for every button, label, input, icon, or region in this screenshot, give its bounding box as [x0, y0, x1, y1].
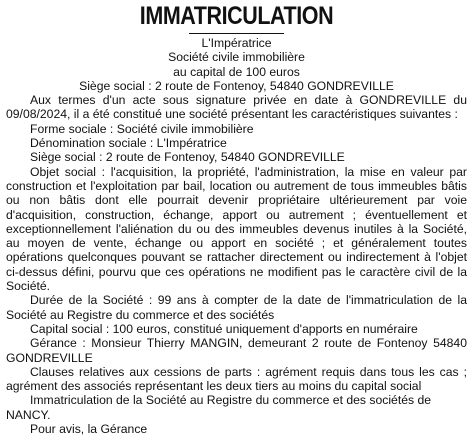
legal-notice — [6, 2, 467, 436]
paragraph-purpose: Objet social : l'acquisition, la propriété, l'administration, la mise en valeur par construction et l'exploitation par bail, location ou autrement de tous immeubles bâtis ou non bâtis dont elle pourrait devenir propriétaire ultérieurement par voie d'acquisition, construction, échange, apport ou autrement ; éventuellement et exceptionnellement l'aliénation du ou des immeubles devenus inutiles à la Société, au moyen de vente, échange ou apport en société ; et généralement toutes opérations quelconques pouvant se rattacher directement ou indirectement à l'objet ci-dessus défini, pourvu que ces opérations ne modifient pas le caractère civil de la Société. — [6, 164, 467, 294]
paragraph-duration: Durée de la Société : 99 ans à compter de la date de l'immatriculation de la Société au Registre du commerce et des sociétés — [6, 293, 467, 322]
paragraph-legal-form: Forme sociale : Société civile immobilière — [30, 121, 254, 136]
paragraph-capital: Capital social : 100 euros, constitué uniquement d'apports en numéraire — [30, 321, 418, 336]
paragraph-company-name: Dénomination sociale : L'Impératrice — [30, 136, 227, 151]
notice-title: IMMATRICULATION — [139, 2, 334, 30]
paragraph-management: Gérance : Monsieur Thierry MANGIN, demeurant 2 route de Fontenoy 54840 GONDREVILLE — [6, 336, 467, 365]
company-head-office: Siège social : 2 route de Fontenoy, 54840 GONDREVILLE — [79, 78, 394, 93]
paragraph-share-transfer: Clauses relatives aux cessions de parts : agrément requis dans tous les cas ; agrément des associés représentant les deux tiers au moins du capital social — [6, 364, 467, 394]
company-capital: au capital de 100 euros — [173, 64, 300, 79]
paragraph-head-office: Siège social : 2 route de Fontenoy, 54840 GONDREVILLE — [30, 150, 345, 165]
title-divider — [189, 33, 284, 34]
paragraph-intro: Aux termes d'un acte sous signature privée en date à GONDREVILLE du 09/08/2024, il a été constitué une société présentant les caractéristiques suivantes : — [6, 93, 467, 122]
company-name: L'Impératrice — [201, 36, 272, 50]
paragraph-registration: Immatriculation de la Société au Registre du commerce et des sociétés de NANCY. — [6, 393, 432, 422]
company-form: Société civile immobilière — [168, 50, 305, 65]
paragraph-signature: Pour avis, la Gérance — [30, 422, 148, 436]
